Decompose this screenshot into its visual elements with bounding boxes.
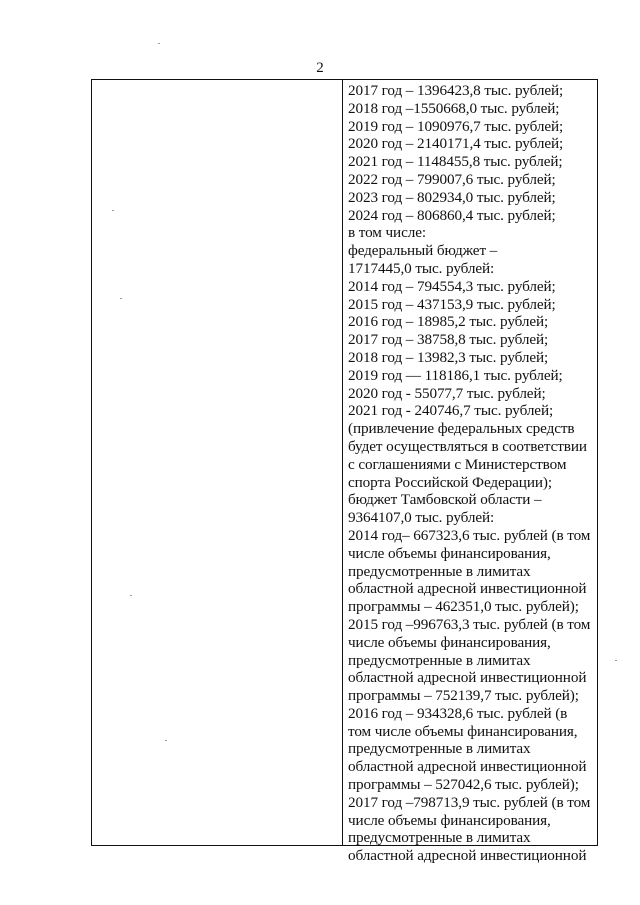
text-line: 1717445,0 тыс. рублей: [348,259,495,277]
text-line: спорта Российской Федерации); [348,473,552,491]
text-line: предусмотренные в лимитах [348,740,531,758]
text-line: 2014 год– 667323,6 тыс. рублей (в том [348,526,591,544]
text-line: областной адресной инвестиционной [348,669,587,687]
text-line: бюджет Тамбовской области – [348,491,542,509]
text-line: 2019 год – 1090976,7 тыс. рублей; [348,117,564,135]
text-line: предусмотренные в лимитах [348,829,531,847]
text-line: 2017 год – 1396423,8 тыс. рублей; [348,82,564,99]
text-line: 2015 год –996763,3 тыс. рублей (в том [348,615,591,633]
text-line: 2024 год – 806860,4 тыс. рублей; [348,206,556,224]
text-line: 2021 год – 1148455,8 тыс. рублей; [348,153,563,171]
text-line: (привлечение федеральных средств [348,420,575,438]
text-line: 2018 год –1550668,0 тыс. рублей; [348,99,560,117]
page-number: 2 [316,60,324,76]
text-line: числе объемы финансирования, [348,811,551,829]
document-table [91,79,598,865]
text-line: областной адресной инвестиционной [348,580,587,598]
text-line: 2014 год – 794554,3 тыс. рублей; [348,277,556,295]
scan-speck [130,595,132,596]
text-line: 2015 год – 437153,9 тыс. рублей; [348,295,556,313]
text-line: федеральный бюджет – [348,242,498,260]
text-line: программы – 752139,7 тыс. рублей); [348,687,579,705]
text-line: областной адресной инвестиционной [348,847,587,865]
scan-speck [158,43,160,44]
text-line: областной адресной инвестиционной [348,758,587,776]
text-line: том числе объемы финансирования, [348,722,578,740]
text-line: будет осуществляться в соответствии [348,437,587,455]
scan-speck [165,740,167,741]
text-line: программы – 527042,6 тыс. рублей); [348,776,579,794]
text-line: числе объемы финансирования, [348,544,551,562]
scan-speck [112,210,114,211]
text-line: 2017 год –798713,9 тыс. рублей (в том [348,793,591,811]
text-line: 2020 год – 2140171,4 тыс. рублей; [348,135,564,153]
text-line: программы – 462351,0 тыс. рублей); [348,598,579,616]
scan-speck [120,298,122,299]
table-right-cell [348,82,598,865]
text-line: 2022 год – 799007,6 тыс. рублей; [348,170,556,188]
text-line: 2019 год — 118186,1 тыс. рублей; [348,366,563,384]
text-line: предусмотренные в лимитах [348,651,531,669]
text-line: 2018 год – 13982,3 тыс. рублей; [348,348,549,366]
text-line: 2016 год – 934328,6 тыс. рублей (в [348,704,568,722]
text-line: 2023 год – 802934,0 тыс. рублей; [348,188,556,206]
text-line: в том числе: [348,224,426,242]
text-line: с соглашениями с Министерством [348,455,567,473]
column-divider [342,80,343,845]
text-line: 2021 год - 240746,7 тыс. рублей; [348,402,554,420]
scan-speck [615,660,617,661]
table-left-cell [92,80,342,845]
text-line: числе объемы финансирования, [348,633,551,651]
text-line: 2017 год – 38758,8 тыс. рублей; [348,331,549,349]
text-line: 2016 год – 18985,2 тыс. рублей; [348,313,549,331]
text-line: предусмотренные в лимитах [348,562,531,580]
text-line: 9364107,0 тыс. рублей: [348,509,495,527]
text-line: 2020 год - 55077,7 тыс. рублей; [348,384,546,402]
